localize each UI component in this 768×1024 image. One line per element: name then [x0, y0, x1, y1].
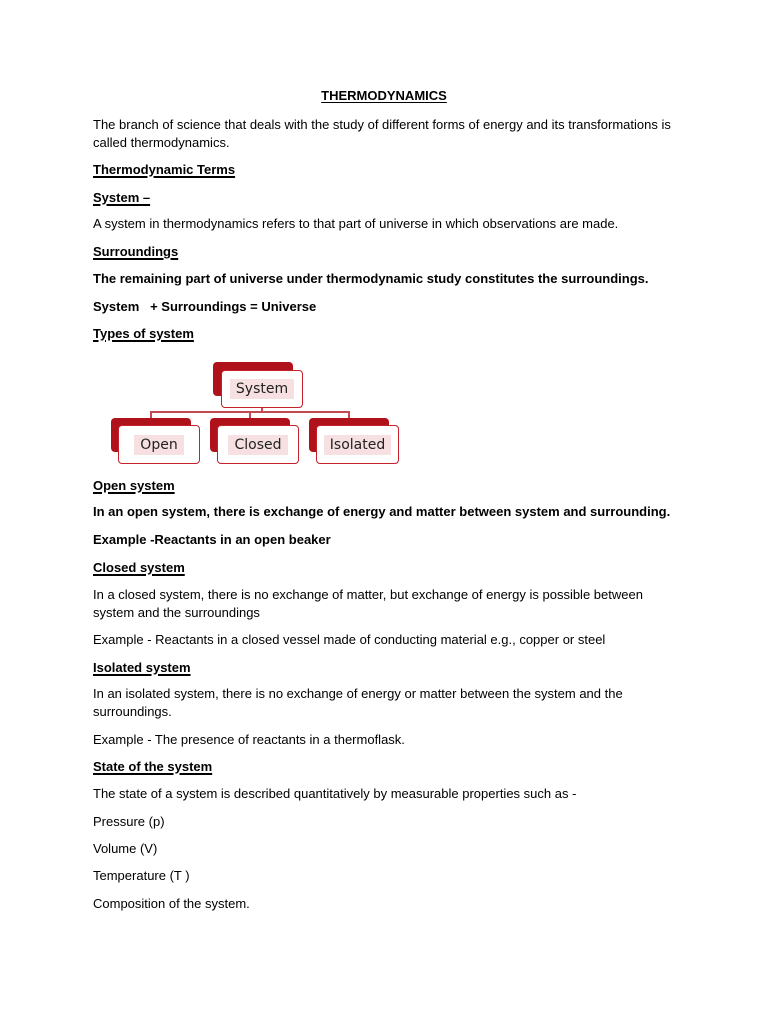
- universe-equation: System + Surroundings = Universe: [93, 299, 317, 314]
- property-temperature: Temperature (T ): [93, 868, 190, 883]
- page-title: THERMODYNAMICS: [321, 88, 447, 103]
- closed-text: In a closed system, there is no exchange of matter, but exchange of energy is possible between system and the surroundings: [93, 587, 643, 620]
- closed-heading: Closed system: [93, 560, 185, 575]
- closed-example: Example - Reactants in a closed vessel made of conducting material e.g., copper or steel: [93, 632, 606, 647]
- system-types-diagram: [108, 360, 408, 470]
- system-text: A system in thermodynamics refers to that part of universe in which observations are made.: [93, 216, 619, 231]
- diagram-node-closed-label: Closed: [228, 435, 287, 455]
- open-text: In an open system, there is exchange of energy and matter between system and surrounding.: [93, 504, 671, 519]
- property-volume: Volume (V): [93, 841, 158, 856]
- state-heading: State of the system: [93, 759, 213, 774]
- isolated-heading: Isolated system: [93, 660, 191, 675]
- isolated-example: Example - The presence of reactants in a thermoflask.: [93, 732, 405, 747]
- diagram-node-open-label: Open: [134, 435, 183, 455]
- system-heading: System –: [93, 190, 151, 205]
- property-composition: Composition of the system.: [93, 896, 250, 911]
- terms-heading: Thermodynamic Terms: [93, 162, 236, 177]
- diagram-node-system-label: System: [230, 379, 294, 399]
- open-example: Example -Reactants in an open beaker: [93, 532, 331, 547]
- surroundings-heading: Surroundings: [93, 244, 179, 259]
- diagram-node-isolated-label: Isolated: [324, 435, 391, 455]
- property-pressure: Pressure (p): [93, 814, 165, 829]
- open-heading: Open system: [93, 478, 175, 493]
- intro-paragraph: The branch of science that deals with the study of different forms of energy and its transformations is called thermodynamics.: [93, 117, 671, 150]
- isolated-text: In an isolated system, there is no exchange of energy or matter between the system and the surroundings.: [93, 686, 623, 719]
- surroundings-text: The remaining part of universe under thermodynamic study constitutes the surroundings.: [93, 271, 649, 286]
- state-text: The state of a system is described quantitatively by measurable properties such as -: [93, 786, 577, 801]
- types-heading: Types of system: [93, 326, 194, 341]
